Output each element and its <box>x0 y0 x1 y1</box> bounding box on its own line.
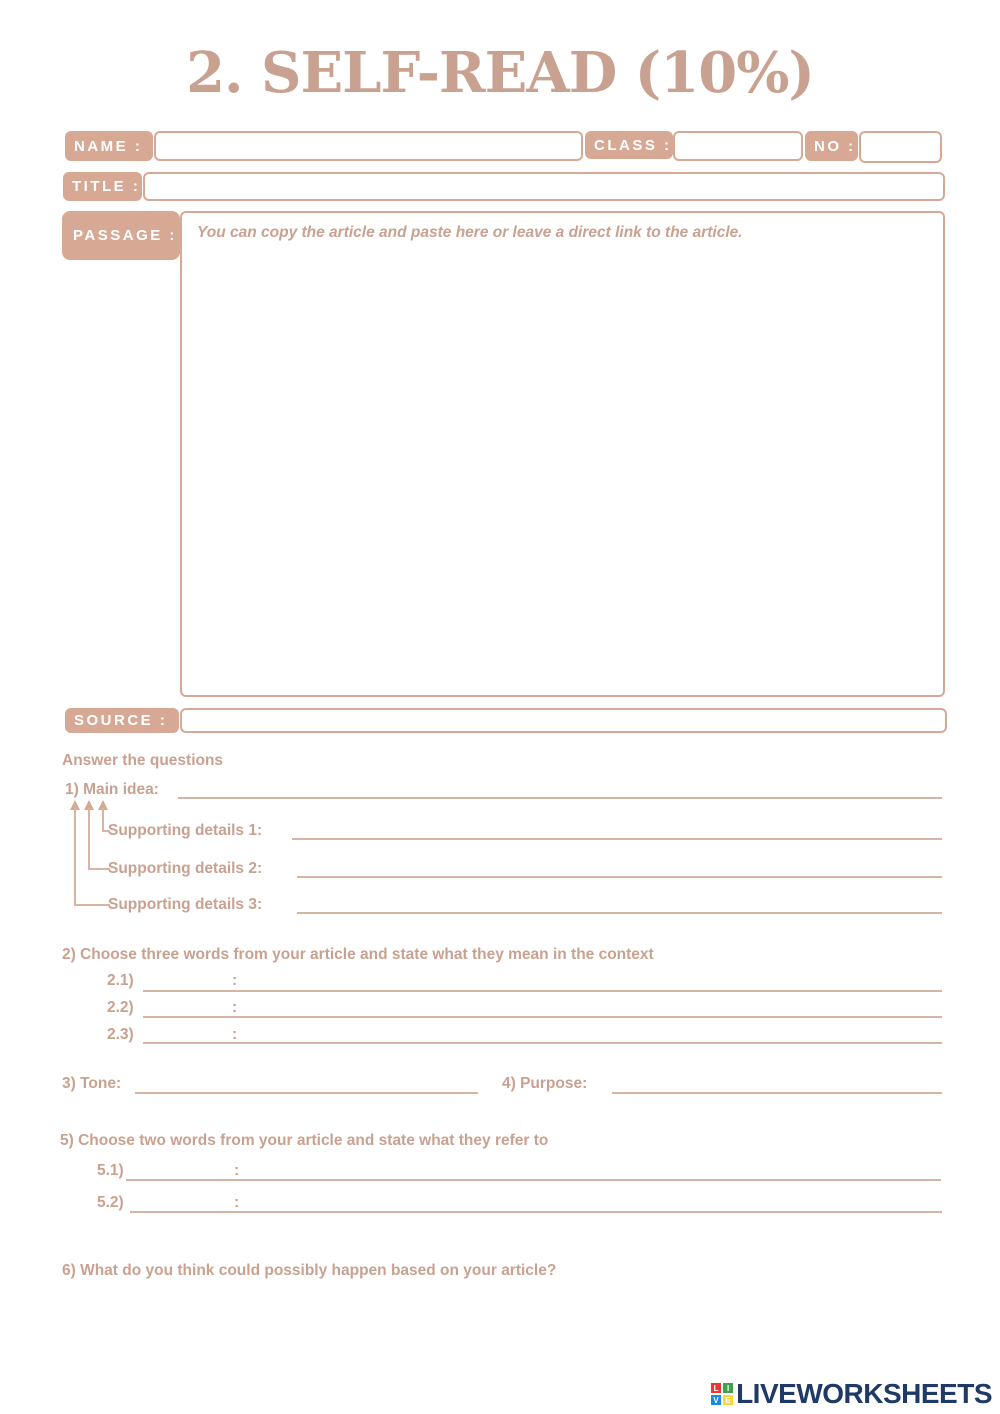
q2-label: 2) Choose three words from your article and state what they mean in the context <box>62 946 654 963</box>
main-idea-label: 1) Main idea: <box>65 781 159 798</box>
tone-line[interactable] <box>135 1092 478 1094</box>
supporting-details-2-line[interactable] <box>297 876 942 878</box>
q2-item-number: 2.3) <box>107 1026 134 1043</box>
q5-item-1-line[interactable] <box>126 1179 941 1181</box>
q2-item-1-line[interactable] <box>143 990 942 992</box>
q2-item-number: 2.1) <box>107 972 134 989</box>
q2-item-number: 2.2) <box>107 999 134 1016</box>
supporting-details-2-label: Supporting details 2: <box>108 860 263 877</box>
q2-item-colon: : <box>232 999 238 1016</box>
source-field[interactable] <box>180 708 947 733</box>
passage-hint: You can copy the article and paste here or leave a direct link to the article. <box>197 224 743 241</box>
purpose-label: 4) Purpose: <box>502 1075 588 1092</box>
q5-item-colon: : <box>234 1194 240 1211</box>
no-field[interactable] <box>859 131 942 163</box>
q5-item-number: 5.1) <box>97 1162 124 1179</box>
main-idea-line[interactable] <box>178 797 942 799</box>
connector-line <box>74 808 76 906</box>
title-field[interactable] <box>143 172 945 201</box>
connector-line <box>102 808 104 832</box>
q5-item-2-line[interactable] <box>130 1211 942 1213</box>
title-label: TITLE : <box>63 172 142 201</box>
connector-line <box>74 904 110 906</box>
logo-letter: I <box>723 1383 733 1393</box>
logo-mark-icon <box>711 1383 733 1405</box>
logo-text: LIVEWORKSHEETS <box>736 1378 992 1409</box>
logo-letter: E <box>723 1395 733 1405</box>
q2-item-3-line[interactable] <box>143 1042 942 1044</box>
q6-label: 6) What do you think could possibly happen based on your article? <box>62 1262 557 1279</box>
q5-item-colon: : <box>234 1162 240 1179</box>
q2-item-colon: : <box>232 972 238 989</box>
passage-field[interactable] <box>180 211 945 697</box>
connector-line <box>88 868 110 870</box>
page-title: 2. SELF-READ (10%) <box>186 40 814 106</box>
purpose-line[interactable] <box>612 1092 942 1094</box>
supporting-details-1-label: Supporting details 1: <box>108 822 263 839</box>
class-field[interactable] <box>673 131 803 161</box>
name-label: NAME : <box>65 131 153 161</box>
supporting-details-3-line[interactable] <box>297 912 942 914</box>
supporting-details-3-label: Supporting details 3: <box>108 896 263 913</box>
logo-letter: L <box>711 1383 721 1393</box>
supporting-details-1-line[interactable] <box>292 838 942 840</box>
source-label: SOURCE : <box>65 708 179 733</box>
liveworksheets-logo <box>711 1378 992 1410</box>
q5-label: 5) Choose two words from your article and state what they refer to <box>60 1132 549 1149</box>
q2-item-2-line[interactable] <box>143 1016 942 1018</box>
tone-label: 3) Tone: <box>62 1075 122 1092</box>
connector-line <box>88 808 90 870</box>
q5-item-number: 5.2) <box>97 1194 124 1211</box>
name-field[interactable] <box>154 131 583 161</box>
logo-letter: V <box>711 1395 721 1405</box>
passage-label: PASSAGE : <box>62 211 180 260</box>
q2-item-colon: : <box>232 1026 238 1043</box>
class-label: CLASS : <box>585 131 673 159</box>
no-label: NO : <box>805 131 858 161</box>
questions-heading: Answer the questions <box>62 752 224 769</box>
